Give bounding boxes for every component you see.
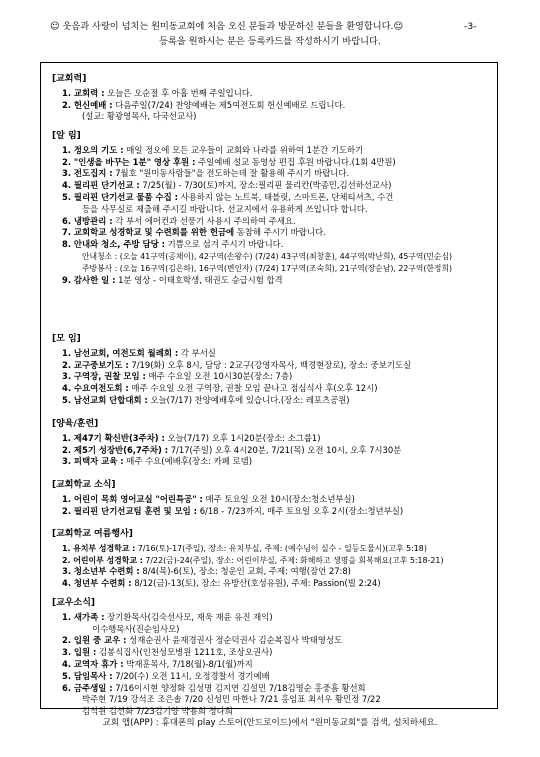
section-members bbox=[52, 598, 381, 718]
welcome-line: ☺ 웃음과 사랑이 넘치는 원미동교회에 처음 오신 분들과 방문하신 분들을 환영합니다.☺ bbox=[50, 21, 404, 32]
section-church-school bbox=[52, 480, 403, 517]
list-item: 4. 교역자 휴가 : 박재훈목사, 7/18(월)-8/1(월)까지 bbox=[62, 658, 253, 669]
app-notice-footer: 교회 앱(APP) : 휴대폰의 play 스토어(안드로이드)에서 "원미동교회"를 검색, 설치하세요. bbox=[102, 718, 438, 728]
registration-line: 등록을 원하시는 분은 등록카드를 작성하시기 바랍니다. bbox=[159, 36, 381, 47]
list-item: 6. 냉방관리 : 각 부서 에어컨과 선풍기 사용시 주의하여 주세요. bbox=[62, 215, 296, 226]
list-item: 5. 필리핀 단기선교 물품 수집 : 사용하지 않는 노트북, 태블릿, 스마트폰, 단체티셔츠, 수건 bbox=[62, 191, 394, 202]
list-item: 2. 제5기 성장반(6,7주차) : 7/17(주일) 오후 4시20분, 7/21(목) 오전 10시, 오후 7시30분 bbox=[62, 444, 402, 455]
list-item: 1. 어린이 목회 영어교실 "어린특공" : 매주 토요일 오전 10시(장소:청소년부실) bbox=[62, 493, 355, 504]
list-item: 3. 구역장, 권찰 모임 : 매주 수요일 오전 10시30분(장소: 7층) bbox=[62, 371, 293, 382]
list-item-cont: 김석원 김선화 7/23김기양 박용희 정다희 bbox=[82, 706, 233, 717]
list-item: 2. 헌신예배 : 다음주일(7/24) 찬양예배는 제5여전도회 헌신예배로 드립니다. bbox=[62, 99, 346, 110]
list-item: 2. 교구중보기도 : 7/19(화) 오후 8시, 담당 : 2교구(강영자목사, 백경현장로), 장소: 중보기도실 bbox=[62, 359, 412, 370]
list-item: 1. 제47기 확신반(3주차) : 오늘(7/17) 오후 1시20분(장소: 소그룹1) bbox=[62, 432, 321, 443]
list-item-cont: 박주현 7/19 강석조 조은솔 7/20 신성민 마한나 7/21 홍임표 최서우 황민정 7/22 bbox=[82, 694, 381, 705]
list-item: 6. 금주생일 : 7/16이시현 양정화 김성명 김지연 김설민 7/18김명순 홍중흠 황선희 bbox=[62, 682, 366, 693]
list-item: 4. 수요여전도회 : 매주 수요일 오전 구역장, 권찰 모임 끝나고 점심식사 후(오후 12시) bbox=[62, 383, 378, 394]
section-title: [모 임] bbox=[52, 334, 81, 344]
duty-row-kitchen: 주방봉사 : (오늘 16구역(김은하), 16구역(변인자) (7/24) 17구역(조숙희), 21구역(장순남), 22구역(한정희) bbox=[82, 263, 453, 273]
section-church-calendar bbox=[52, 74, 345, 123]
list-item: 7. 교회학교 성경학교 및 수련회를 위한 헌금에 동참해 주시기 바랍니다. bbox=[62, 227, 326, 238]
section-summer-events bbox=[52, 529, 444, 590]
list-item: 4. 필리핀 단기선교 : 7/25(월) - 7/30(토)까지, 장소:필리핀 물리칸(박종민,김선하선교사) bbox=[62, 180, 392, 191]
section-title: [교회력] bbox=[52, 74, 87, 84]
section-title: [교회학교 소식] bbox=[52, 480, 116, 490]
list-item: 2. 필리핀 단기선교팀 훈련 및 모임 : 6/18 - 7/23까지, 매주 토요일 오후 2시(장소:청년부실) bbox=[62, 505, 404, 516]
section-title: [알 림] bbox=[52, 131, 81, 141]
page-number: -3- bbox=[464, 21, 477, 32]
list-item: 1. 새가족 : 장기환목사(김숙선사모, 재욱 재윤 유진 재익) bbox=[62, 611, 273, 622]
list-item: 8. 안내와 청소, 주방 담당 : 기쁨으로 섬겨 주시기 바랍니다. bbox=[62, 239, 284, 250]
section-title: [양육/훈련] bbox=[52, 419, 99, 429]
list-item: 2. 입원 중 교우 : 성재순권사 윤재경권사 정순덕권사 김순복집사 박태영성도 bbox=[62, 635, 343, 646]
list-item: 3. 피택자 교육 : 매주 수요(예배후(장소: 카페 로뎀) bbox=[62, 456, 253, 467]
section-training bbox=[52, 419, 401, 468]
list-item: 2. 어린이부 성경학교 : 7/22(금)-24(주일), 장소: 어린이부실, 주제: 화해하고 생명을 회복해요(고후 5:18-21) bbox=[62, 555, 444, 565]
list-item: 2. "인생을 바꾸는 1분" 영상 후원 : 주일예배 설교 동영상 편집 후원 바랍니다.(1회 4만원) bbox=[62, 156, 396, 167]
section-title: [교회학교 여름행사] bbox=[52, 529, 133, 539]
list-item: 5. 담임목사 : 7/20(수) 오전 11시, 오정경찰서 경기예배 bbox=[62, 670, 270, 681]
list-item: 3. 입원 : 김봉식집사(인천성모병원 1211호, 조상오권사) bbox=[62, 647, 273, 658]
list-item: 3. 전도집지 : 7월호 "원미동사람들"을 전도하는데 잘 활용해 주시기 바랍니다. bbox=[62, 168, 350, 179]
list-item: 9. 감사한 일 : 1분 영상 - 이태호학생, 태권도 승급시험 합격 bbox=[62, 274, 283, 285]
list-item-cont: 이수행목사(진순임사모) bbox=[92, 623, 180, 634]
list-item-cont: 등을 사무실로 제출해 주시길 바랍니다. 선교지에서 유용하게 쓰입니다 합니다. bbox=[82, 203, 368, 214]
section-meetings bbox=[52, 334, 411, 407]
list-item: 1. 정오의 기도 : 매일 정오에 모든 교우들이 교회와 나라를 위하여 1분간 기도하기 bbox=[62, 144, 364, 155]
duty-row-guide: 안내청소 : (오늘 41구역(공채이), 42구역(손왕수) (7/24) 43구역(최창훈), 44구역(박난희), 45구역(민순심) bbox=[82, 251, 453, 261]
list-item: 5. 남선교회 단합대회 : 오늘(7/17) 찬양예배후에 있습니다.(장소: 레포츠공원) bbox=[62, 394, 350, 405]
list-item: 1. 남선교회, 여전도회 월례회 : 각 부서실 bbox=[62, 347, 216, 358]
list-item-sub: (설교: 황광영목사, 다국선교사) bbox=[82, 111, 197, 122]
list-item: 1. 유치부 성경학교 : 7/16(토)-17(주일), 장소: 유치부실, 주제: (예수님이 실수 - 일등도물시)(고후 5:18) bbox=[62, 543, 427, 553]
section-title: [교우소식] bbox=[52, 598, 96, 608]
list-item: 3. 청소년부 수련회 : 8/4(목)-6(토), 장소: 청운인 교회, 주제: 여행(잠언 27:8) bbox=[62, 566, 351, 577]
list-item: 1. 교회력 : 오늘은 오순절 후 아홉 번째 주일입니다. bbox=[62, 87, 253, 98]
list-item: 4. 청년부 수련회 : 8/12(금)-13(토), 장소: 유방산(호성유원), 주제: Passion(빌 2:24) bbox=[62, 578, 381, 589]
section-notices bbox=[52, 131, 452, 286]
